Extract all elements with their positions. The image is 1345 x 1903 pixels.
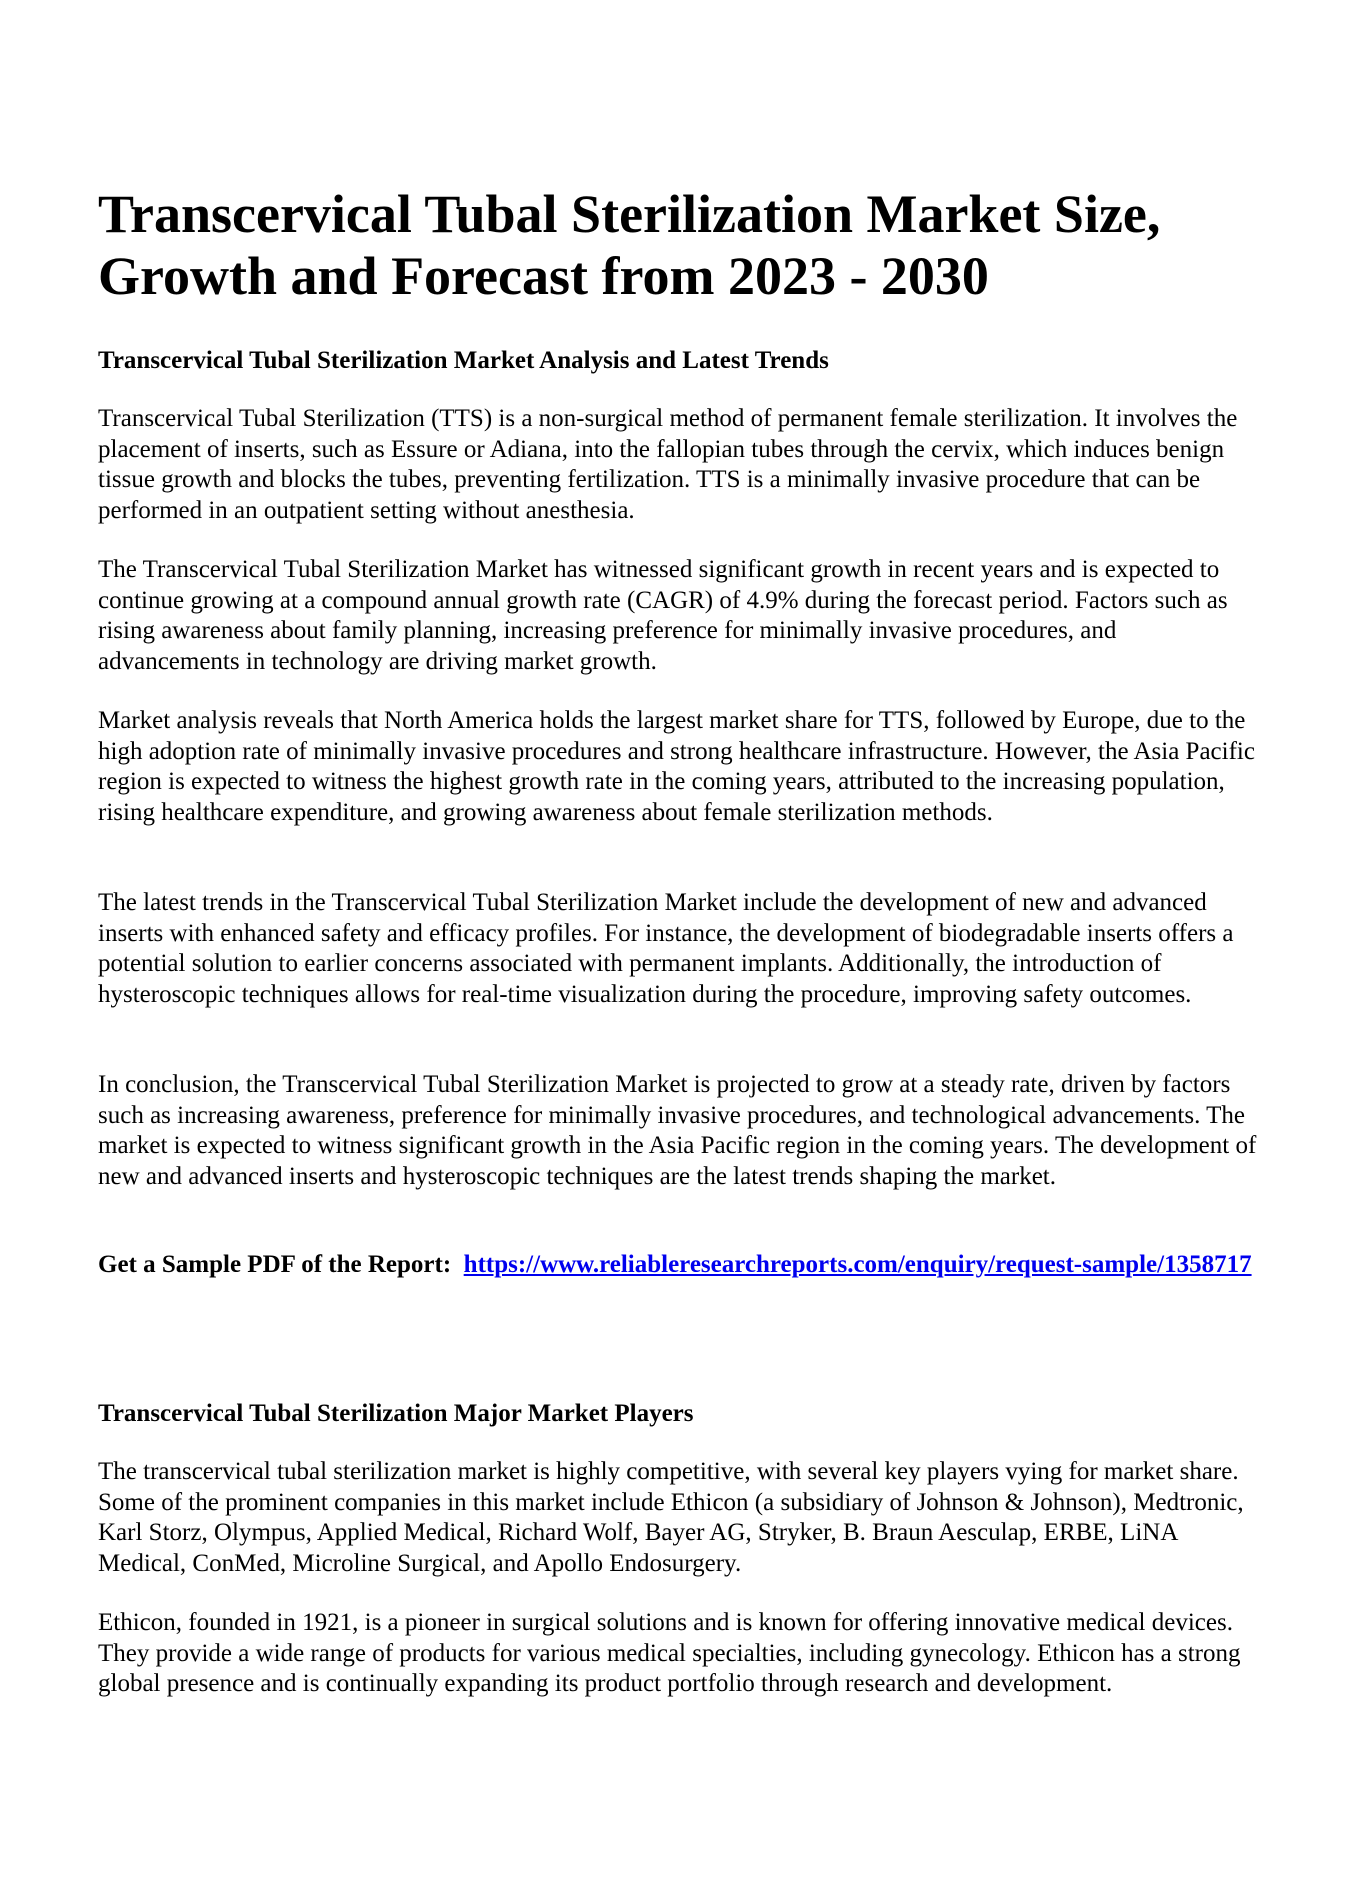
section-heading-players: Transcervical Tubal Sterilization Major Market Players xyxy=(98,1400,694,1427)
paragraph: The transcervical tubal sterilization market is highly competitive, with several key players vying for market share. Some of the prominent companies in this market include Ethicon (a subsidiary of Johnson & Johnson), Medtronic, Karl Storz, Olympus, Applied Medical, Richard Wolf, Bayer AG, Stryker, B. Braun Aesculap, ERBE, LiNA Medical, ConMed, Microline Surgical, and Apollo Endosurgery. xyxy=(98,1458,1244,1577)
paragraph: Market analysis reveals that North America holds the largest market share for TTS, followed by Europe, due to the high adoption rate of minimally invasive procedures and strong healthcare infrastructure. However, the Asia Pacific region is expected to witness the highest growth rate in the coming years, attributed to the increasing population, rising healthcare expenditure, and growing awareness about female sterilization methods. xyxy=(98,707,1255,826)
paragraph: The Transcervical Tubal Sterilization Market has witnessed significant growth in recent years and is expected to continue growing at a compound annual growth rate (CAGR) of 4.9% during the forecast period. Factors such as rising awareness about family planning, increasing preference for minimally invasive procedures, and advancements in technology are driving market growth. xyxy=(98,556,1228,675)
sample-pdf-link[interactable]: https://www.reliableresearchreports.com/enquiry/request-sample/1358717 xyxy=(463,1251,1252,1278)
sample-pdf-line xyxy=(98,1249,1258,1280)
paragraph: In conclusion, the Transcervical Tubal Sterilization Market is projected to grow at a steady rate, driven by factors such as increasing awareness, preference for minimally invasive procedures, and technological advancements. The market is expected to witness significant growth in the Asia Pacific region in the coming years. The development of new and advanced inserts and hysteroscopic techniques are the latest trends shaping the market. xyxy=(98,1071,1257,1190)
paragraph: Transcervical Tubal Sterilization (TTS) is a non-surgical method of permanent female sterilization. It involves the placement of inserts, such as Essure or Adiana, into the fallopian tubes through the cervix, which induces benign tissue growth and blocks the tubes, preventing fertilization. TTS is a minimally invasive procedure that can be performed in an outpatient setting without anesthesia. xyxy=(98,405,1238,524)
sample-pdf-label: Get a Sample PDF of the Report: xyxy=(98,1251,452,1278)
paragraph: Ethicon, founded in 1921, is a pioneer in surgical solutions and is known for offering innovative medical devices. They provide a wide range of products for various medical specialties, including gynecology. Ethicon has a strong global presence and is continually expanding its product portfolio through research and development. xyxy=(98,1609,1241,1697)
paragraph: The latest trends in the Transcervical Tubal Sterilization Market include the development of new and advanced inserts with enhanced safety and efficacy profiles. For instance, the development of biodegradable inserts offers a potential solution to earlier concerns associated with permanent implants. Additionally, the introduction of hysteroscopic techniques allows for real-time visualization during the procedure, improving safety outcomes. xyxy=(98,889,1234,1008)
section-heading-analysis: Transcervical Tubal Sterilization Market Analysis and Latest Trends xyxy=(98,347,829,374)
page-title: Transcervical Tubal Sterilization Market Size, Growth and Forecast from 2023 - 2030 xyxy=(98,184,1161,306)
